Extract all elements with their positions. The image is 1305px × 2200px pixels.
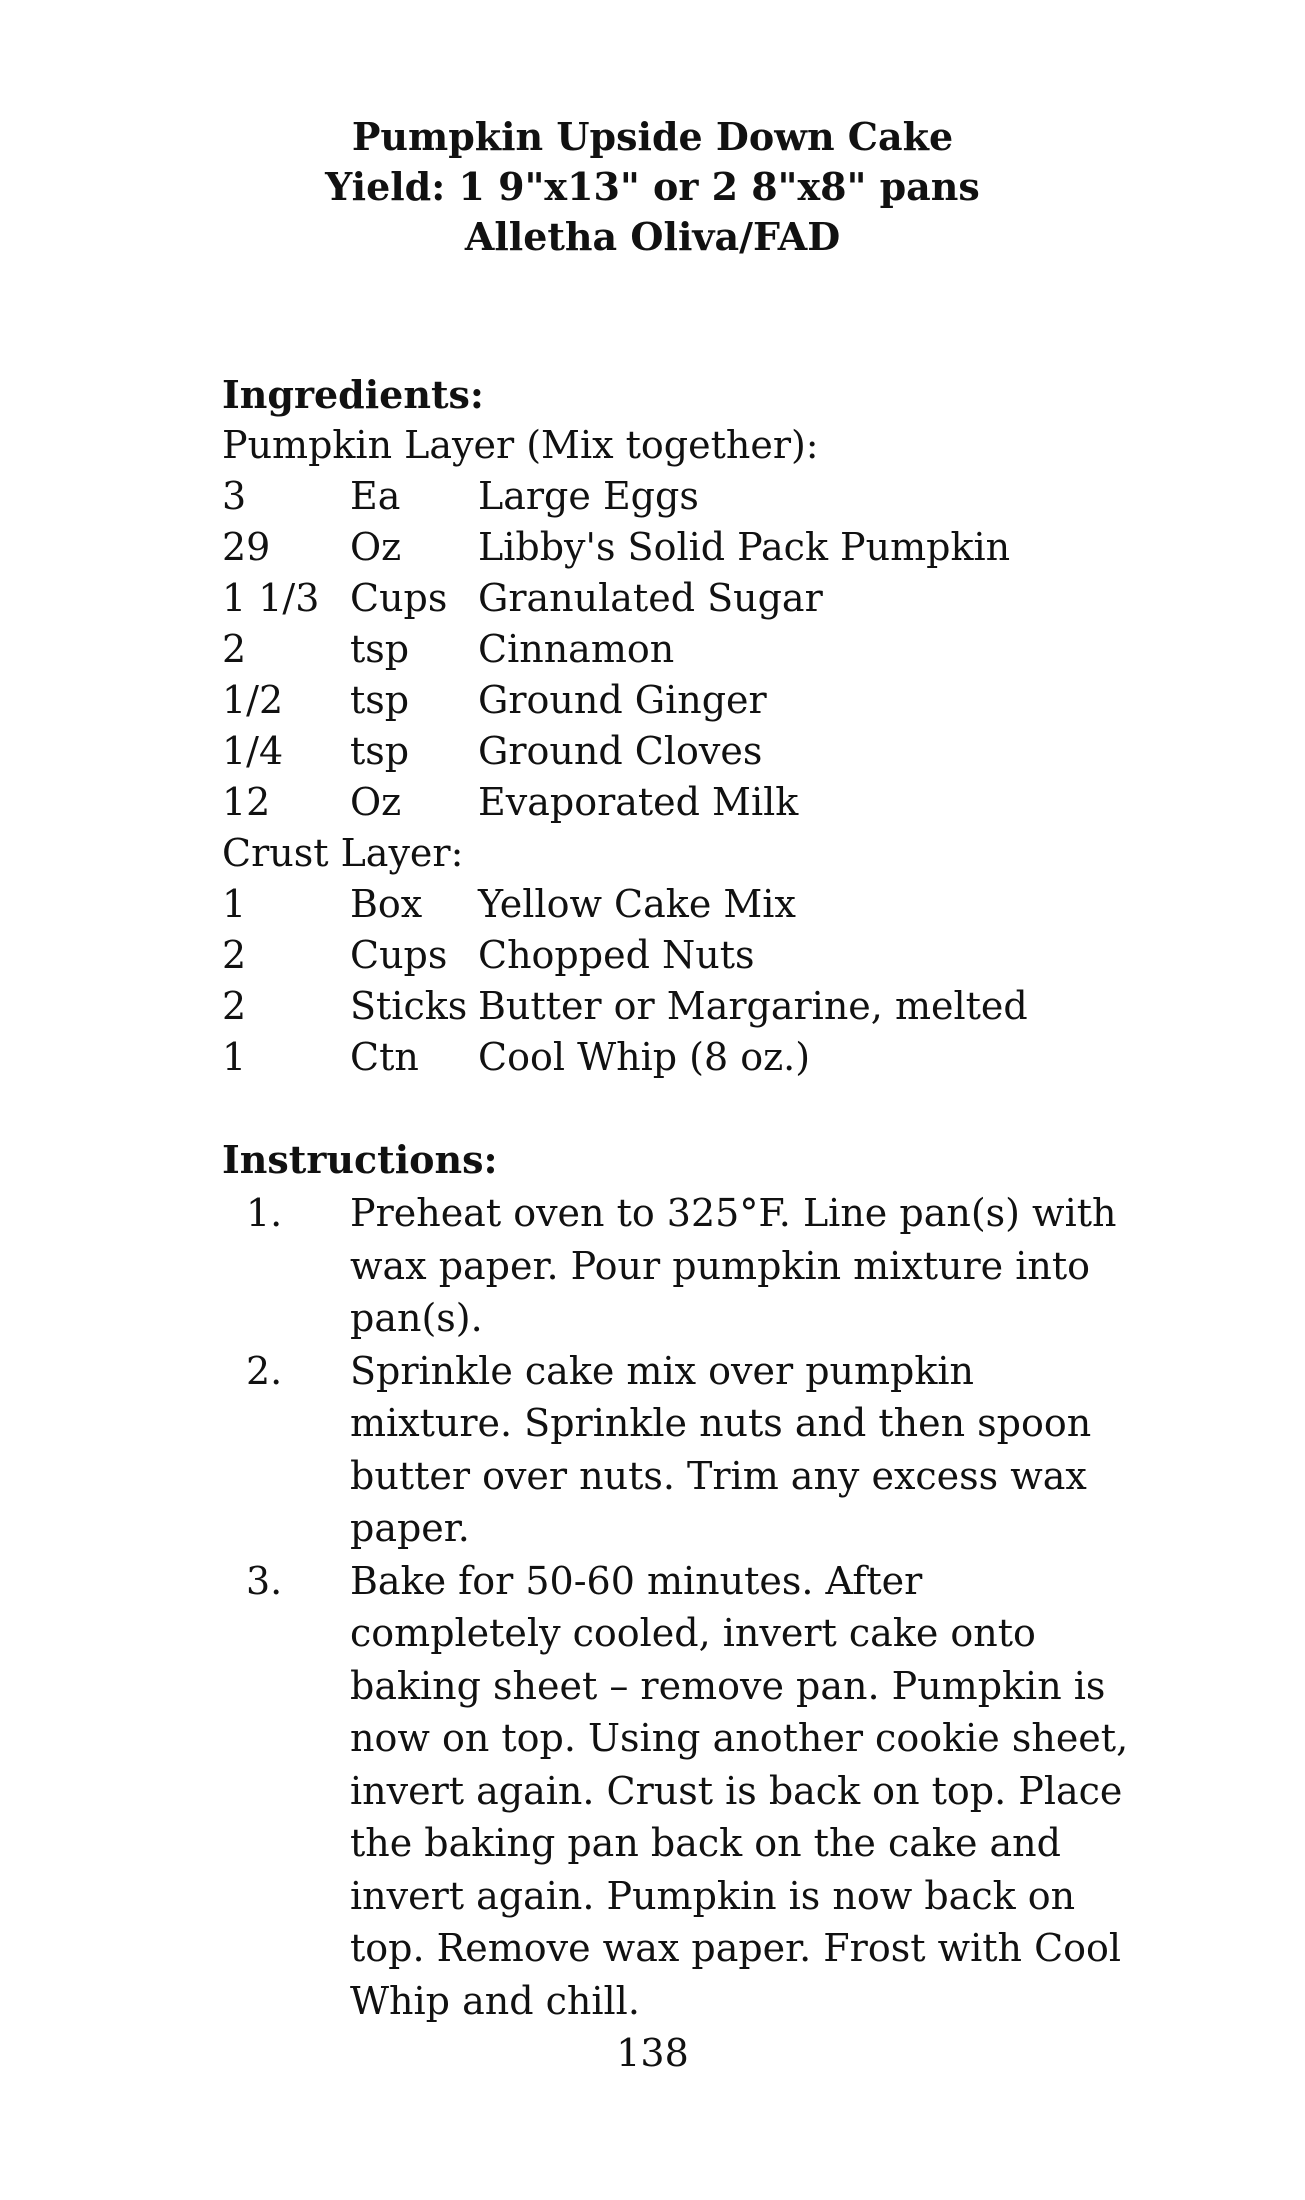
ingredient-qty: 1 1/3 xyxy=(222,576,320,620)
ingredient-qty: 1/2 xyxy=(222,678,284,722)
ingredient-qty: 3 xyxy=(222,474,247,518)
ingredients-heading: Ingredients: xyxy=(222,372,484,417)
ingredient-row xyxy=(222,471,1122,522)
recipe-title: Pumpkin Upside Down Cake xyxy=(351,114,954,159)
ingredient-qty: 2 xyxy=(222,933,247,977)
ingredient-name: Cinnamon xyxy=(478,627,675,671)
ingredient-row xyxy=(222,573,1122,624)
ingredient-row xyxy=(222,1032,1122,1083)
crust-layer-list xyxy=(222,879,1122,1083)
instruction-step xyxy=(222,1555,1142,2028)
instructions-section xyxy=(222,1135,1142,2027)
ingredient-qty: 29 xyxy=(222,525,271,569)
step-number: 2. xyxy=(246,1348,283,1393)
ingredient-unit: Cups xyxy=(350,933,448,977)
ingredient-name: Yellow Cake Mix xyxy=(478,882,796,926)
step-number: 1. xyxy=(246,1191,283,1235)
step-text: Sprinkle cake mix over pumpkin mixture. Sprinkle nuts and then spoon butter over nuts. Trim any excess wax paper. xyxy=(350,1348,1092,1550)
ingredient-row xyxy=(222,726,1122,777)
ingredient-row xyxy=(222,777,1122,828)
ingredient-row xyxy=(222,981,1122,1032)
ingredient-name: Evaporated Milk xyxy=(478,780,799,824)
recipe-yield: Yield: 1 9"x13" or 2 8"x8" pans xyxy=(325,164,980,209)
ingredient-name: Ground Ginger xyxy=(478,678,767,722)
ingredient-row xyxy=(222,522,1122,573)
ingredient-name: Butter or Margarine, melted xyxy=(478,984,1028,1028)
step-text: Bake for 50-60 minutes. After completely cooled, invert cake onto baking sheet – remove pan. Pumpkin is now on top. Using another cookie sheet, invert again. Crust is back on top. Place the baking pan back on the cake and invert again. Pumpkin is now back on top. Remove wax paper. Frost with Cool Whip and chill. xyxy=(350,1558,1129,2023)
step-number: 3. xyxy=(246,1558,283,1603)
ingredient-unit: Oz xyxy=(350,525,402,569)
ingredient-row xyxy=(222,624,1122,675)
instruction-step xyxy=(222,1187,1142,1345)
step-text: Preheat oven to 325°F. Line pan(s) with wax paper. Pour pumpkin mixture into pan(s). xyxy=(350,1191,1117,1340)
pumpkin-layer-heading: Pumpkin Layer (Mix together): xyxy=(222,423,819,467)
page-number: 138 xyxy=(616,2031,689,2075)
ingredient-unit: tsp xyxy=(350,729,410,773)
ingredient-row xyxy=(222,675,1122,726)
ingredient-name: Libby's Solid Pack Pumpkin xyxy=(478,525,1011,569)
ingredient-name: Ground Cloves xyxy=(478,729,763,773)
ingredient-qty: 1 xyxy=(222,1035,247,1079)
pumpkin-layer-list xyxy=(222,471,1122,828)
instruction-step xyxy=(222,1345,1142,1555)
ingredient-unit: Box xyxy=(350,882,423,926)
ingredient-qty: 1 xyxy=(222,882,247,926)
ingredient-unit: Oz xyxy=(350,780,402,824)
ingredient-unit: Ctn xyxy=(350,1035,419,1079)
ingredient-row xyxy=(222,879,1122,930)
recipe-header xyxy=(0,112,1305,262)
ingredients-section xyxy=(222,370,1122,1083)
ingredient-qty: 1/4 xyxy=(222,729,284,773)
ingredient-unit: Cups xyxy=(350,576,448,620)
recipe-author: Alletha Oliva/FAD xyxy=(464,214,841,259)
ingredient-unit: tsp xyxy=(350,678,410,722)
ingredient-row xyxy=(222,930,1122,981)
ingredient-unit: Sticks xyxy=(350,984,468,1028)
ingredient-unit: Ea xyxy=(350,474,401,518)
ingredient-unit: tsp xyxy=(350,627,410,671)
ingredient-qty: 2 xyxy=(222,984,247,1028)
ingredient-name: Chopped Nuts xyxy=(478,933,755,977)
ingredient-qty: 2 xyxy=(222,627,247,671)
ingredient-name: Cool Whip (8 oz.) xyxy=(478,1035,811,1079)
instruction-steps xyxy=(222,1187,1142,2027)
ingredient-qty: 12 xyxy=(222,780,271,824)
instructions-heading: Instructions: xyxy=(222,1137,498,1182)
ingredient-name: Large Eggs xyxy=(478,474,699,518)
crust-layer-heading: Crust Layer: xyxy=(222,831,464,875)
ingredient-name: Granulated Sugar xyxy=(478,576,823,620)
